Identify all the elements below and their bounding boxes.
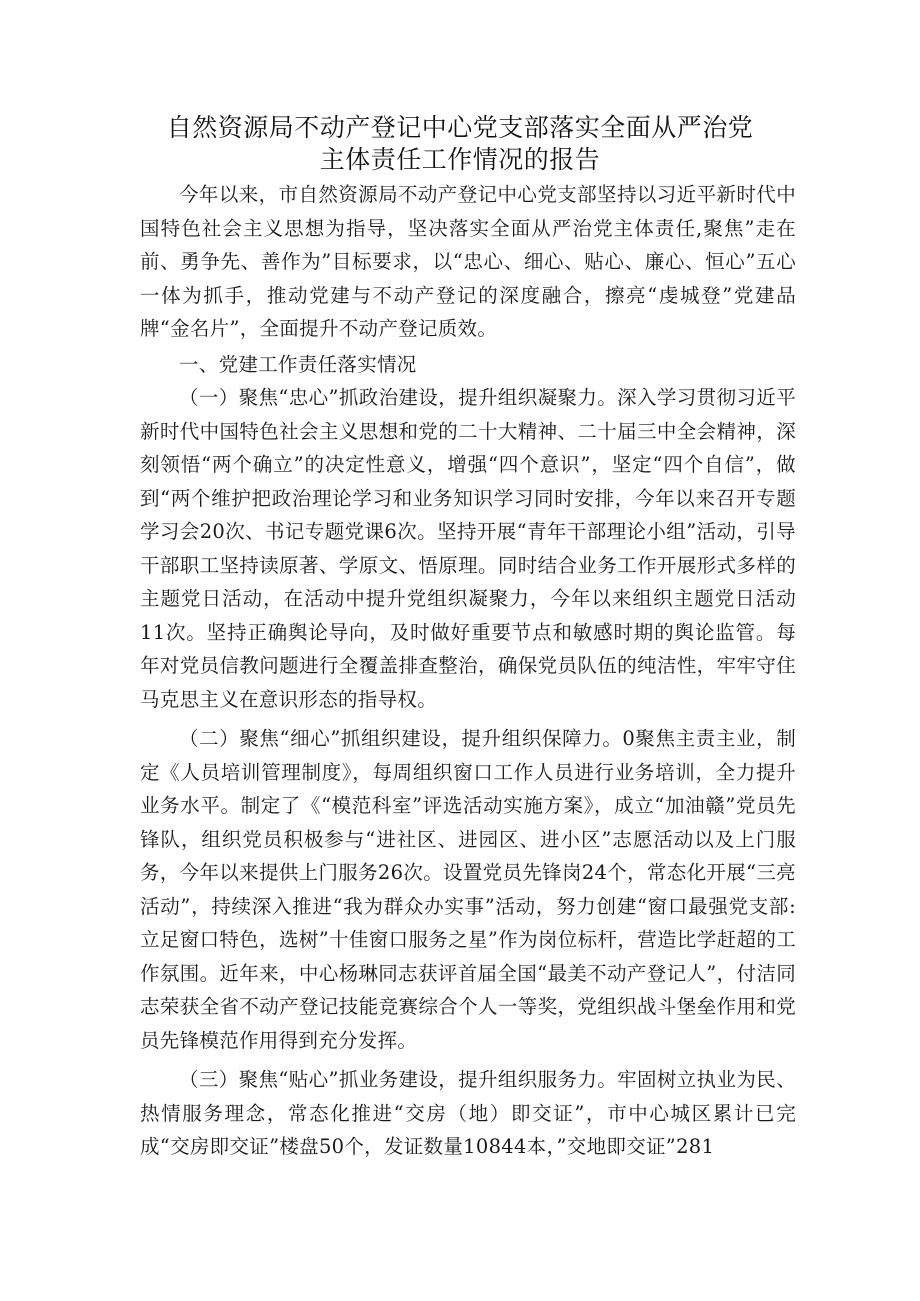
intro-paragraph: 今年以来，市自然资源局不动产登记中心党支部坚持以习近平新时代中国特色社会主义思想为指导，坚决落实全面从严治党主体责任,聚焦”走在前、勇争先、善作为”目标要求，以“忠心、细心、贴心、廉心、恒心”五心一体为抓手，推动党建与不动产登记的深度融合，擦亮“虔城登”党建品牌“金名片”，全面提升不动产登记质效。 (140, 183, 796, 340)
document-title-line-1: 自然资源局不动产登记中心党支部落实全面从严治党 (166, 113, 754, 142)
paragraph-consideration: （三）聚焦“贴心”抓业务建设，提升组织服务力。牢固树立执业为民、热情服务理念，常态化推进“交房（地）即交证”，市中心城区累计已完成“交房即交证”楼盘50个，发证数量10844本，”交地即交证”281 (140, 1068, 796, 1158)
paragraph-carefulness: （二）聚焦“细心”抓组织建设，提升组织保障力。0聚焦主责主业，制定《人员培训管理制度》，每周组织窗口工作人员进行业务培训，全力提升业务水平。制定了《“模范科室”评选活动实施方案》，成立“加油赣”党员先锋队，组织党员积极参与“进社区、进园区、进小区”志愿活动以及上门服务，今年以来提供上门服务26次。设置党员先锋岗24个，常态化开展“三亮活动”，持续深入推进“我为群众办实事”活动，努力创建“窗口最强党支部:立足窗口特色，选树”十佳窗口服务之星”作为岗位标杆，营造比学赶超的工作氛围。近年来，中心杨琳同志获评首届全国“最美不动产登记人”，付洁同志荣获全省不动产登记技能竞赛综合个人一等奖，党组织战斗堡垒作用和党员先锋模范作用得到充分发挥。 (140, 727, 796, 1052)
section-heading-1: 一、党建工作责任落实情况 (179, 352, 417, 376)
document-body (140, 178, 796, 1164)
document-title-line-2: 主体责任工作情况的报告 (319, 145, 601, 174)
paragraph-loyalty: （一）聚焦“忠心”抓政治建设，提升组织凝聚力。深入学习贯彻习近平新时代中国特色社会主义思想和党的二十大精神、二十届三中全会精神，深刻领悟“两个确立”的决定性意义，增强“四个意识”，坚定“四个自信”，做到“两个维护把政治理论学习和业务知识学习同时安排，今年以来召开专题学习会20次、书记专题党课6次。坚持开展“青年干部理论小组”活动，引导干部职工坚持读原著、学原文、悟原理。同时结合业务工作开展形式多样的主题党日活动，在活动中提升党组织凝聚力，今年以来组织主题党日活动11次。坚持正确舆论导向，及时做好重要节点和敏感时期的舆论监管。每年对党员信教问题进行全覆盖排查整治，确保党员队伍的纯洁性，牢牢守住马克思主义在意识形态的指导权。 (140, 386, 796, 711)
